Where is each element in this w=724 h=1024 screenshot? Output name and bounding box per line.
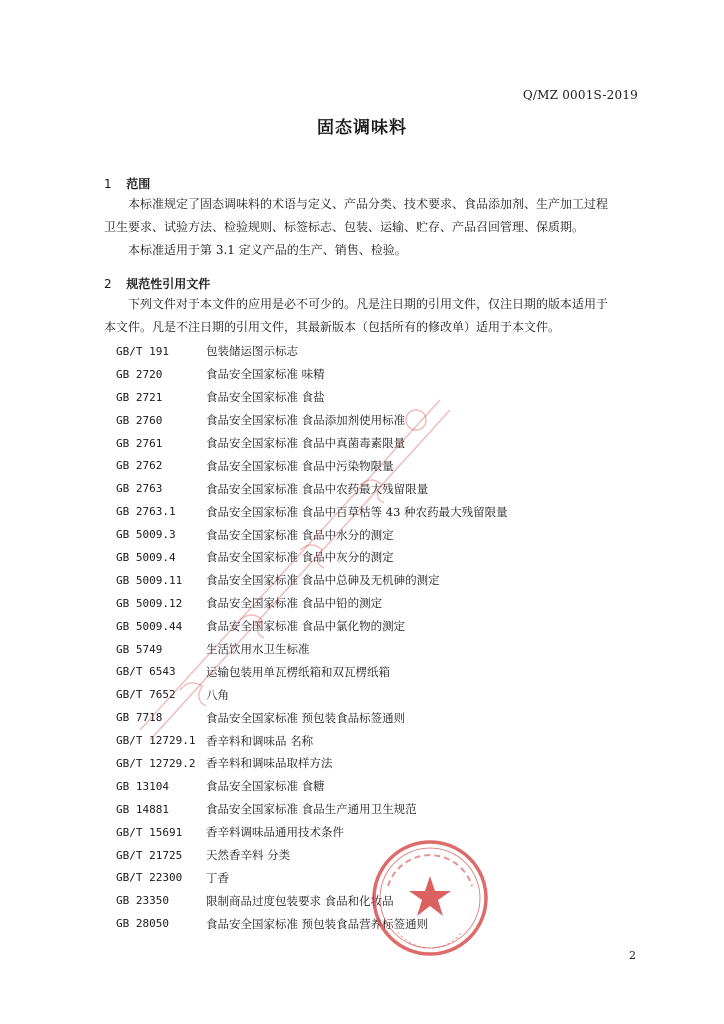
reference-code: GB 5009.44: [116, 619, 183, 633]
reference-row: [116, 844, 636, 867]
reference-row: [116, 638, 636, 661]
reference-row: [116, 660, 636, 683]
reference-row: [116, 432, 636, 455]
reference-row: [116, 821, 636, 844]
reference-code: GB/T 12729.1: [116, 734, 196, 748]
standard-code: Q/MZ 0001S-2019: [522, 88, 638, 102]
reference-code: GB 5009.3: [116, 528, 176, 542]
reference-name: 食品安全国家标准 食品中水分的测定: [206, 527, 394, 542]
reference-name: 香辛料调味品通用技术条件: [206, 825, 344, 840]
reference-row: [116, 752, 636, 775]
reference-name: 食品安全国家标准 食品中污染物限量: [206, 458, 394, 473]
reference-name: 八角: [206, 687, 229, 702]
reference-row: [116, 523, 636, 546]
reference-code: GB 5749: [116, 642, 163, 656]
section-1-para1-line2: 卫生要求、试验方法、检验规则、标签标志、包装、运输、贮存、产品召回管理、保质期。: [104, 220, 585, 234]
section-2-heading: [104, 275, 210, 292]
reference-name: 食品安全国家标准 食品添加剂使用标准: [206, 413, 406, 428]
reference-row: [116, 500, 636, 523]
reference-name: 食品安全国家标准 食品中真菌毒素限量: [206, 436, 406, 450]
reference-code: GB 5009.4: [116, 550, 176, 564]
reference-code: GB/T 7652: [116, 688, 176, 702]
reference-name: 食品安全国家标准 预包装食品标签通则: [206, 710, 406, 725]
reference-name: 食品安全国家标准 食品生产通用卫生规范: [206, 802, 417, 817]
section-2-intro-line1: 下列文件对于本文件的应用是必不可少的。凡是注日期的引用文件，仅注日期的版本适用于: [128, 297, 609, 311]
reference-list: [116, 340, 636, 935]
reference-name: 食品安全国家标准 食糖: [206, 779, 325, 794]
section-2-intro: [104, 293, 640, 339]
section-1-para2-text: 本标准适用于第 3.1 定义产品的生产、销售、检验。: [128, 243, 407, 257]
reference-row: [116, 569, 636, 592]
reference-name: 包装储运图示标志: [206, 344, 298, 359]
reference-row: [116, 477, 636, 500]
reference-row: [116, 683, 636, 706]
reference-code: GB 2763.1: [116, 505, 176, 519]
section-1-paragraph-2: [104, 239, 640, 262]
reference-name: 食品安全国家标准 食品中灰分的测定: [206, 550, 394, 565]
reference-row: [116, 386, 636, 409]
section-1-heading: [104, 175, 150, 192]
reference-name: 天然香辛料 分类: [206, 848, 291, 863]
reference-name: 生活饮用水卫生标准: [206, 642, 310, 657]
reference-name: 食品安全国家标准 预包装食品营养标签通则: [206, 916, 429, 931]
reference-name: 食品安全国家标准 食品中总砷及无机砷的测定: [206, 573, 440, 588]
reference-name: 香辛料和调味品取样方法: [206, 756, 333, 771]
reference-row: [116, 454, 636, 477]
reference-code: GB/T 21725: [116, 848, 183, 862]
reference-row: [116, 729, 636, 752]
section-2-number: 2: [104, 277, 112, 291]
reference-code: GB 28050: [116, 917, 169, 931]
page-number: 2: [629, 949, 636, 962]
reference-row: [116, 775, 636, 798]
reference-code: GB 5009.11: [116, 573, 183, 587]
reference-row: [116, 706, 636, 729]
document-title: 固态调味料: [317, 118, 407, 138]
reference-row: [116, 912, 636, 935]
section-1-number: 1: [104, 177, 112, 191]
reference-name: 食品安全国家标准 食品中百草枯等 43 种农药最大残留限量: [206, 504, 508, 519]
reference-code: GB 13104: [116, 779, 169, 793]
reference-code: GB 7718: [116, 711, 163, 725]
reference-code: GB 2760: [116, 413, 163, 427]
reference-code: GB 2720: [116, 367, 163, 381]
section-1-paragraph-1: [104, 193, 640, 239]
reference-name: 食品安全国家标准 味精: [206, 367, 325, 382]
reference-code: GB 2761: [116, 436, 163, 450]
reference-row: [116, 340, 636, 363]
reference-row: [116, 798, 636, 821]
reference-code: GB 2721: [116, 390, 163, 404]
reference-code: GB 23350: [116, 894, 169, 908]
reference-code: GB 2762: [116, 459, 163, 473]
reference-row: [116, 363, 636, 386]
reference-row: [116, 615, 636, 638]
reference-code: GB 14881: [116, 802, 169, 816]
reference-name: 食品安全国家标准 食品中氯化物的测定: [206, 619, 406, 634]
reference-row: [116, 546, 636, 569]
reference-name: 香辛料和调味品 名称: [206, 733, 314, 748]
section-1-title: 范围: [126, 177, 151, 191]
reference-row: [116, 592, 636, 615]
section-2-title: 规范性引用文件: [126, 277, 211, 291]
reference-name: 食品安全国家标准 食盐: [206, 390, 325, 405]
reference-name: 食品安全国家标准 食品中农药最大残留限量: [206, 481, 429, 496]
reference-code: GB/T 6543: [116, 665, 176, 679]
reference-code: GB/T 15691: [116, 825, 183, 839]
reference-name: 丁香: [206, 870, 229, 885]
reference-name: 限制商品过度包装要求 食品和化妆品: [206, 893, 394, 908]
reference-name: 食品安全国家标准 食品中铅的测定: [206, 596, 383, 611]
reference-code: GB/T 22300: [116, 871, 183, 885]
reference-code: GB/T 12729.2: [116, 756, 196, 770]
reference-row: [116, 889, 636, 912]
reference-code: GB 2763: [116, 482, 163, 496]
reference-name: 运输包装用单瓦楞纸箱和双瓦楞纸箱: [206, 664, 390, 679]
reference-code: GB 5009.12: [116, 596, 183, 610]
reference-row: [116, 409, 636, 432]
section-2-intro-line2: 本文件。凡是不注日期的引用文件，其最新版本（包括所有的修改单）适用于本文件。: [104, 320, 561, 334]
reference-code: GB/T 191: [116, 344, 169, 358]
section-1-para1-line1: 本标准规定了固态调味料的术语与定义、产品分类、技术要求、食品添加剂、生产加工过程: [128, 197, 609, 211]
reference-row: [116, 866, 636, 889]
